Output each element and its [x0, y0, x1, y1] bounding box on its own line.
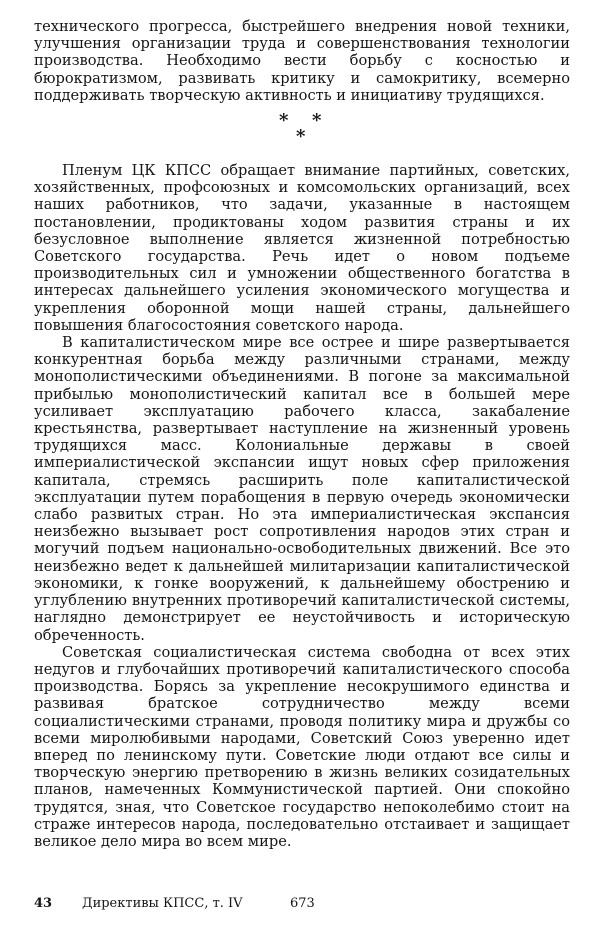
page-number: 673 [290, 896, 315, 911]
signature-title: Директивы КПСС, т. IV [82, 896, 243, 911]
asterisk: * [296, 126, 306, 148]
opening-paragraph: технического прогресса, быстрейшего внедрения новой техники, улучшения организации труда и совершенствования технологии производства. Необходимо вести борьбу с косностью и бюрократизмом, развивать критику и самокритику, всемерно поддерживать творческую активность и инициативу трудящихся. [34, 18, 570, 104]
signature-number: 43 [34, 896, 53, 911]
paragraph: Пленум ЦК КПСС обращает внимание партийных, советских, хозяйственных, профсоюзных и комсомольских организаций, всех наших работников, что задачи, указанные в настоящем постановлении, продиктованы ходом развития страны и их безусловное выполнение является жизненной потребностью Советского государства. Речь идет о новом подъеме производительных сил и умножении общественного богатства в интересах дальнейшего усиления экономического могущества и укрепления оборонной мощи нашей страны, дальнейшего повышения благосостояния советского народа. [34, 162, 570, 334]
paragraph: Советская социалистическая система свободна от всех этих недугов и глубочайших противоречий капиталистического способа производства. Борясь за укрепление несокрушимого единства и развивая братское сотрудничество между всеми социалистическими странами, проводя политику мира и дружбы со всеми миролюбивыми народами, Советский Союз уверенно идет вперед по ленинскому пути. Советские люди отдают все силы и творческую энергию претворению в жизнь великих созидательных планов, намеченных Коммунистической партией. Они спокойно трудятся, зная, что Советское государство непоколебимо стоит на страже интересов народа, последовательно отстаивает и защищает великое дело мира во всем мире. [34, 643, 570, 850]
document-text [34, 18, 570, 850]
asterisk: * [312, 110, 322, 132]
document-page [34, 18, 570, 850]
paragraph: В капиталистическом мире все острее и шире развертывается конкурентная борьба между различными странами, между монополистическими объединениями. В погоне за максимальной прибылью монополистический капитал все в большей мере усиливает эксплуатацию рабочего класса, закабаление крестьянства, развертывает наступление на жизненный уровень трудящихся масс. Колониальные державы в своей империалистической экспансии ищут новых сфер приложения капитала, стремясь расширить поле капиталистической эксплуатации путем порабощения в первую очередь экономически слабо развитых стран. Но эта империалистическая экспансия неизбежно вызывает рост сопротивления народов этих стран и могучий подъем национально-освободительных движений. Все это неизбежно ведет к дальнейшей милитаризации капиталистической экономики, к гонке вооружений, к дальнейшему обострению и углублению внутренних противоречий капиталистической системы, наглядно демонстрирует ее неустойчивость и историческую обреченность. [34, 334, 570, 644]
asterisk: * [279, 110, 289, 132]
section-separator [34, 112, 570, 156]
page-footer [34, 896, 570, 916]
